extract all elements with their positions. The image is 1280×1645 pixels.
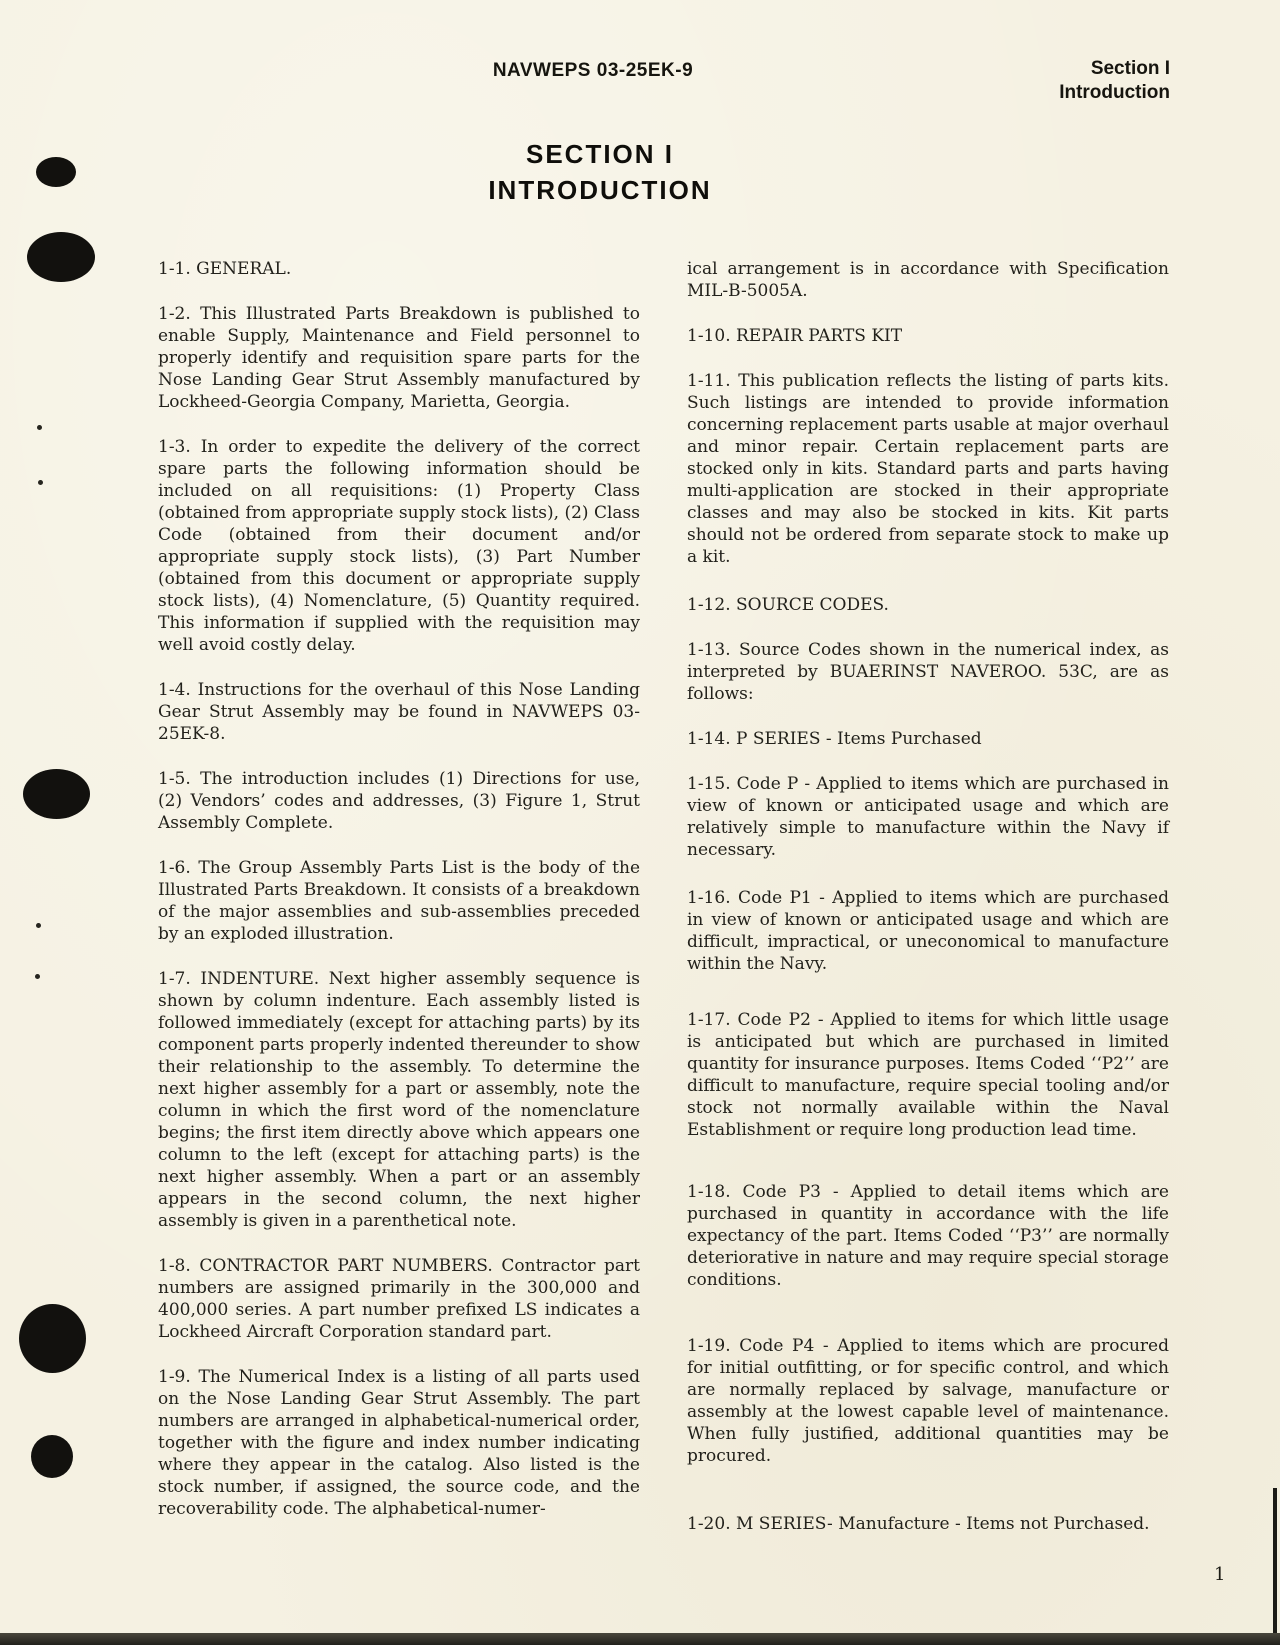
section-title-line1: SECTION I [525,139,674,169]
paragraph-1-10: 1-10. REPAIR PARTS KIT [687,326,903,346]
paragraph-1-17: 1-17. Code P2 - Applied to items for which little usage is anticipated but which are purchased in limited quantity for insurance purposes. Items Coded ‘‘P2’’ are difficult to manufacture, require special tooling and/or stock not normally available within the Naval Establishment or require long production lead time. [687,1010,1169,1140]
paragraph-1-8: 1-8. CONTRACTOR PART NUMBERS. Contractor part numbers are assigned primarily in the 300,000 and 400,000 series. A part number prefixed LS indicates a Lockheed Aircraft Corporation standard part. [158,1256,640,1342]
paragraph-1-2: 1-2. This Illustrated Parts Breakdown is published to enable Supply, Maintenance and Field personnel to properly identify and requisition spare parts for the Nose Landing Gear Strut Assembly manufactured by Lockheed-Georgia Company, Marietta, Georgia. [158,304,640,412]
paragraph-1-11: 1-11. This publication reflects the listing of parts kits. Such listings are intended to provide information concerning replacement parts usable at major overhaul and minor repair. Certain replacement parts are stocked only in kits. Standard parts and parts having multi-application are stocked in their appropriate classes and may also be stocked in kits. Kit parts should not be ordered from separate stock to make up a kit. [687,371,1169,567]
ink-speck [35,974,40,979]
punch-hole-mark [19,1304,86,1373]
punch-hole-mark [23,769,90,819]
paragraph-1-14: 1-14. P SERIES - Items Purchased [687,729,982,749]
paragraph-1-9: 1-9. The Numerical Index is a listing of all parts used on the Nose Landing Gear Strut Assembly. The part numbers are arranged in alphabetical-numerical order, together with the figure and index number indicating where they appear in the catalog. Also listed is the stock number, if assigned, the source code, and the recoverability code. The alphabetical-numer- [158,1367,640,1519]
punch-hole-mark [31,1435,73,1478]
paragraph-1-5: 1-5. The introduction includes (1) Directions for use, (2) Vendors’ codes and addresses, (3) Figure 1, Strut Assembly Complete. [158,769,640,833]
scan-edge-bottom [0,1633,1280,1645]
header-section-line: Section I [1090,58,1170,79]
section-title-line2: INTRODUCTION [488,175,712,205]
paragraph-1-3: 1-3. In order to expedite the delivery of the correct spare parts the following information should be included on all requisitions: (1) Property Class (obtained from appropriate supply stock lists), (2) Class Code (obtained from their document and/or appropriate supply stock lists), (3) Part Number (obtained from this document or appropriate supply stock lists), (4) Nomenclature, (5) Quantity required. This information if supplied with the requisition may well avoid costly delay. [158,437,640,655]
paragraph-1-6: 1-6. The Group Assembly Parts List is the body of the Illustrated Parts Breakdown. It consists of a breakdown of the major assemblies and sub-assemblies preceded by an exploded illustration. [158,858,640,944]
paragraph-1-19: 1-19. Code P4 - Applied to items which are procured for initial outfitting, or for specific control, and which are normally replaced by salvage, manufacture or assembly at the lowest capable level of maintenance. When fully justified, additional quantities may be procured. [687,1336,1169,1466]
scan-edge-right [1273,1488,1277,1645]
paragraph-1-18: 1-18. Code P3 - Applied to detail items which are purchased in quantity in accordance with the life expectancy of the part. Items Coded ‘‘P3’’ are normally deteriorative in nature and may require special storage conditions. [687,1182,1169,1290]
paragraph-1-15: 1-15. Code P - Applied to items which are purchased in view of known or anticipated usage and which are relatively simple to manufacture within the Navy if necessary. [687,774,1169,860]
paragraph-1-9-continued: ical arrangement is in accordance with Specification MIL-B-5005A. [687,259,1169,301]
punch-hole-mark [36,157,76,187]
ink-speck [36,923,41,928]
section-title [440,136,760,208]
paragraph-1-1: 1-1. GENERAL. [158,259,292,279]
paragraph-1-16: 1-16. Code P1 - Applied to items which are purchased in view of known or anticipated usage and which are difficult, impractical, or uneconomical to manufacture within the Navy. [687,888,1169,974]
paragraph-1-20: 1-20. M SERIES- Manufacture - Items not Purchased. [687,1514,1150,1534]
left-column [158,258,640,1558]
header-section-ref [1059,57,1170,105]
paragraph-1-13: 1-13. Source Codes shown in the numerical index, as interpreted by BUAERINST NAVEROO. 53C, are as follows: [687,640,1169,704]
text-columns [158,258,1170,1558]
header-doc-number: NAVWEPS 03-25EK-9 [492,60,694,81]
paragraph-1-4: 1-4. Instructions for the overhaul of this Nose Landing Gear Strut Assembly may be found in NAVWEPS 03-25EK-8. [158,680,640,744]
punch-hole-mark [27,232,95,282]
paragraph-1-12: 1-12. SOURCE CODES. [687,595,889,615]
ink-speck [38,480,43,485]
right-column [687,258,1169,1558]
header-section-subline: Introduction [1059,82,1170,103]
paragraph-1-7: 1-7. INDENTURE. Next higher assembly sequence is shown by column indenture. Each assembly listed is followed immediately (except for attaching parts) by its component parts properly indented thereunder to show their relationship to the assembly. To determine the next higher assembly for a part or assembly, note the column in which the first word of the nomenclature begins; the first item directly above which appears one column to the left (except for attaching parts) is the next higher assembly. When a part or an assembly appears in the second column, the next higher assembly is given in a parenthetical note. [158,969,640,1231]
page-number: 1 [1214,1564,1226,1585]
ink-speck [37,425,42,430]
